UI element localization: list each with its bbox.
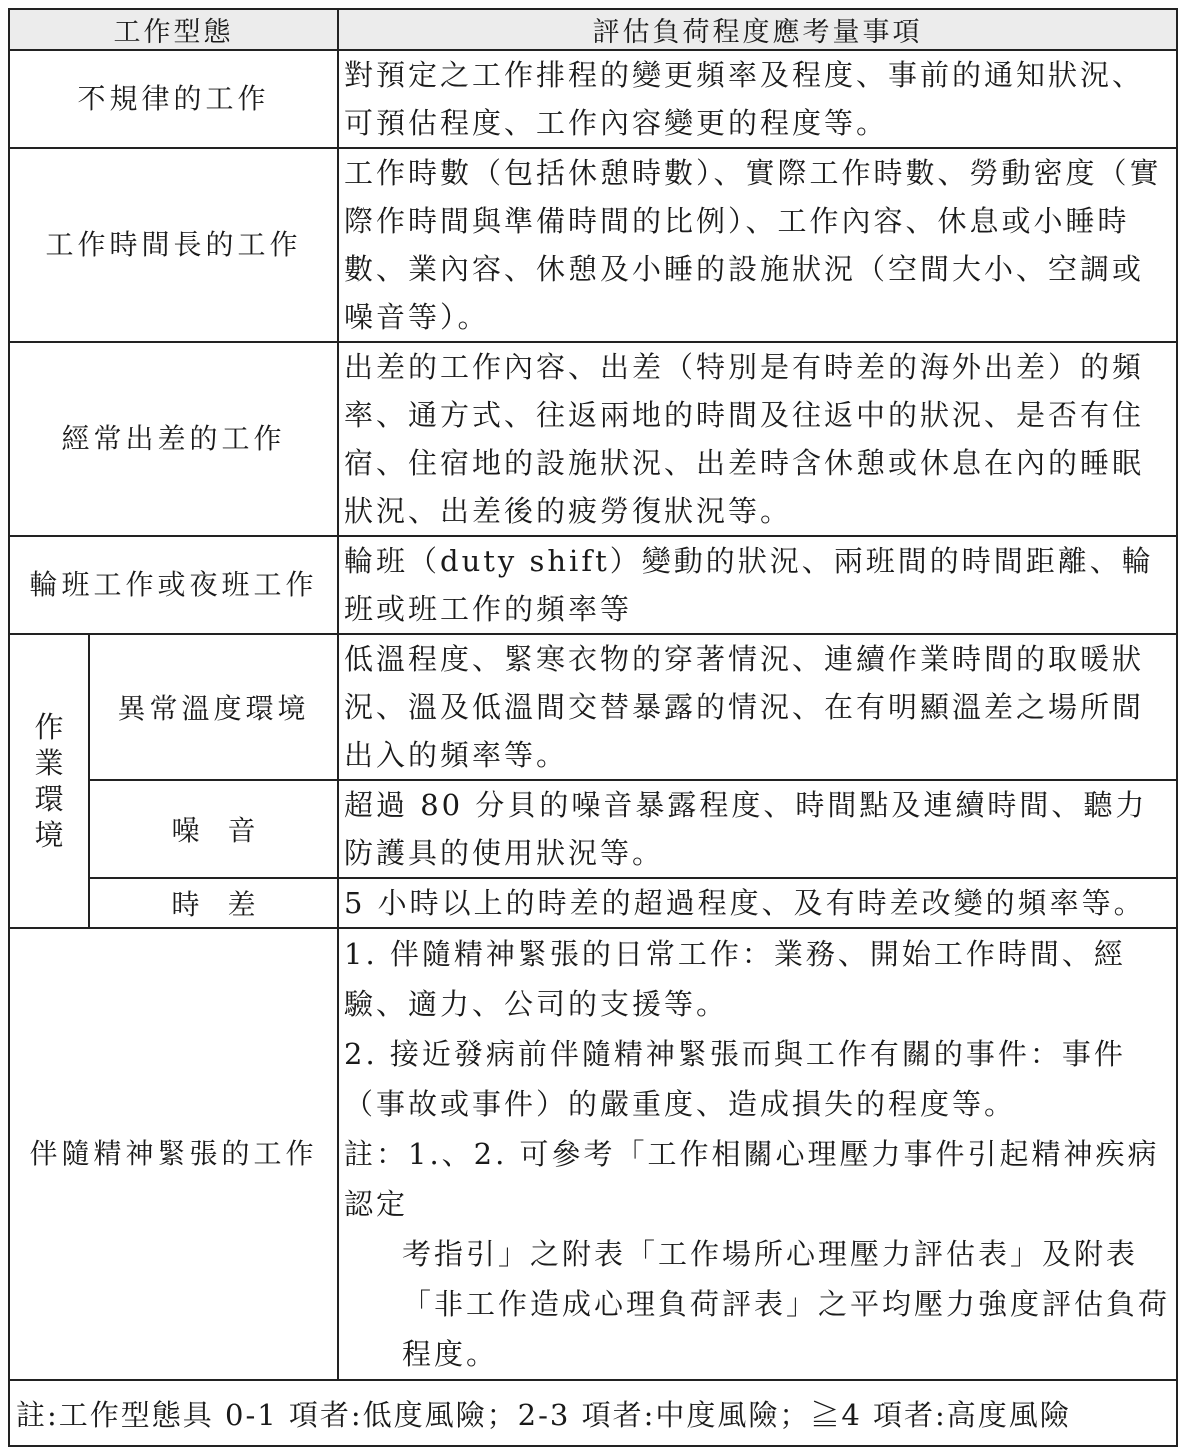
- footnote-row: [9, 1380, 1177, 1446]
- considerations-cell: 超過 80 分貝的噪音暴露程度、時間點及連續時間、聽力防護具的使用狀況等。: [338, 780, 1177, 878]
- group-label-char: 境: [34, 818, 64, 852]
- considerations-cell: 工作時數（包括休憩時數）、實際工作時數、勞動密度（實際作時間與準備時間的比例）、工作內容、休息或小睡時數、業內容、休憩及小睡的設施狀況（空間大小、空調或噪音等）。: [338, 148, 1177, 342]
- work-type-cell: 不規律的工作: [9, 50, 338, 148]
- group-label-char: 作: [34, 710, 64, 744]
- workload-assessment-table: [8, 8, 1178, 1447]
- header-work-type: 工作型態: [9, 9, 338, 50]
- table-row: [9, 342, 1177, 536]
- table-row: [9, 878, 1177, 928]
- considerations-cell: 5 小時以上的時差的超過程度、及有時差改變的頻率等。: [338, 878, 1177, 928]
- environment-type-cell: [89, 780, 338, 878]
- work-environment-group-label: [9, 634, 89, 928]
- considerations-cell: 出差的工作內容、出差（特別是有時差的海外出差）的頻率、通方式、往返兩地的時間及往返中的狀況、是否有住宿、住宿地的設施狀況、出差時含休憩或休息在內的睡眠狀況、出差後的疲勞復狀況等。: [338, 342, 1177, 536]
- group-label-char: 業: [34, 746, 64, 780]
- environment-type-cell: [89, 878, 338, 928]
- table-row: [9, 928, 1177, 1380]
- environment-type-label: 噪音: [171, 814, 284, 847]
- table-row: [9, 148, 1177, 342]
- header-row: [9, 9, 1177, 50]
- considerations-cell: 對預定之工作排程的變更頻率及程度、事前的通知狀況、可預估程度、工作內容變更的程度等。: [338, 50, 1177, 148]
- table-row: [9, 780, 1177, 878]
- work-type-cell: 經常出差的工作: [9, 342, 338, 536]
- table-row: [9, 634, 1177, 780]
- considerations-cell: 輪班（duty shift）變動的狀況、兩班間的時間距離、輪班或班工作的頻率等: [338, 536, 1177, 634]
- group-label-char: 環: [34, 782, 64, 816]
- work-type-cell: 伴隨精神緊張的工作: [9, 928, 338, 1380]
- considerations-cell: 低溫程度、緊寒衣物的穿著情況、連續作業時間的取暖狀況、溫及低溫間交替暴露的情況、在有明顯溫差之場所間出入的頻率等。: [338, 634, 1177, 780]
- work-type-cell: 輪班工作或夜班工作: [9, 536, 338, 634]
- environment-type-label: 時差: [171, 888, 284, 921]
- mental-note-continuation: 考指引」之附表「工作場所心理壓力評估表」及附表「非工作造成心理負荷評表」之平均壓力強度評估負荷程度。: [402, 1237, 1171, 1371]
- table-row: [9, 536, 1177, 634]
- risk-footnote: 註:工作型態具 0-1 項者:低度風險；2-3 項者:中度風險；≧4 項者:高度風險: [9, 1380, 1177, 1446]
- mental-item-1: 1. 伴隨精神緊張的日常工作：業務、開始工作時間、經驗、適力、公司的支援等。: [344, 937, 1126, 1021]
- environment-type-cell: 異常溫度環境: [89, 634, 338, 780]
- table-row: [9, 50, 1177, 148]
- mental-note-first-line: 註：1.、2. 可參考「工作相關心理壓力事件引起精神疾病認定: [344, 1137, 1160, 1221]
- mental-item-2: 2. 接近發病前伴隨精神緊張而與工作有關的事件：事件（事故或事件）的嚴重度、造成損失的程度等。: [344, 1037, 1126, 1121]
- header-considerations: 評估負荷程度應考量事項: [338, 9, 1177, 50]
- work-type-cell: 工作時間長的工作: [9, 148, 338, 342]
- considerations-cell: [338, 928, 1177, 1380]
